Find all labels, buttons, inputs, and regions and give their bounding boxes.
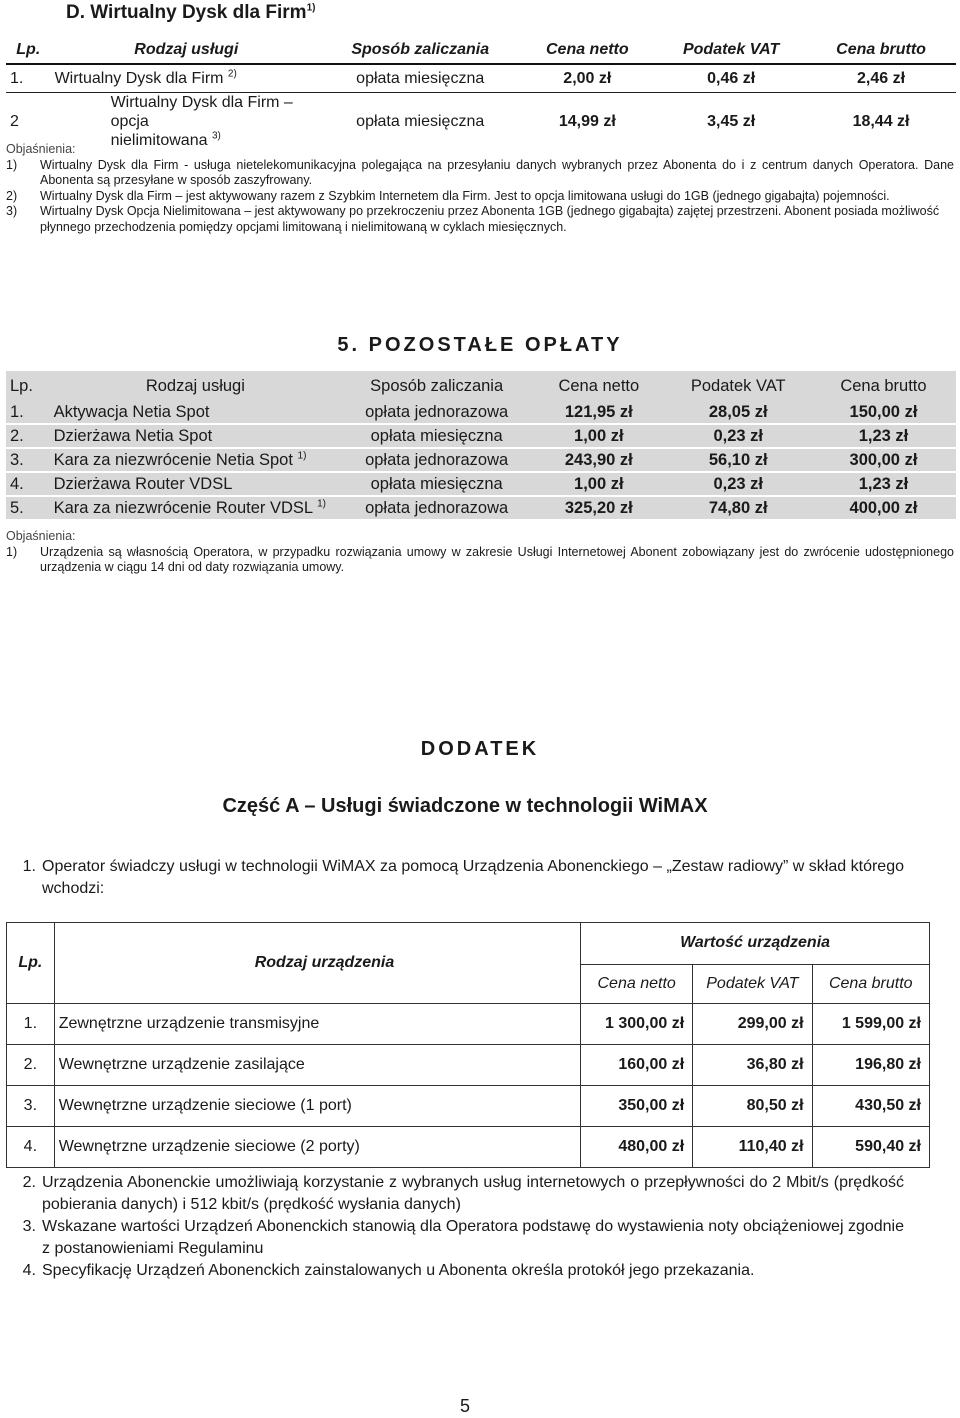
section-d-title: [66, 2, 315, 24]
page-number: 5: [459, 1396, 470, 1416]
cell-device: Wewnętrzne urządzenie zasilające: [54, 1045, 580, 1086]
footnote-ref: 2): [227, 68, 237, 80]
list-item: [8, 1172, 904, 1216]
header-service: Rodzaj usługi: [51, 36, 322, 64]
header-gross: Cena brutto: [812, 964, 929, 1004]
note-text: Urządzenia są własnością Operatora, w przypadku rozwiązania umowy w zakresie Usługi Internetowej Abonent zobowiązany jest do zwrócenie udostępnionego urządzenia w ciągu 14 dni od daty rozwiązania umowy.: [40, 544, 954, 574]
cell-method: opłata jednorazowa: [341, 496, 532, 520]
note-item: [6, 158, 954, 189]
service-name: Kara za niezwrócenie Netia Spot: [53, 450, 293, 469]
table-row: [6, 496, 956, 520]
cell-gross: 430,50 zł: [812, 1086, 929, 1127]
table-header-row: [7, 923, 930, 965]
service-name: Aktywacja Netia Spot: [53, 402, 210, 421]
cell-service: [50, 448, 342, 472]
note-text: Wirtualny Dysk dla Firm - usługa nietelekomunikacyjna polegająca na przesyłaniu danych wybranych przez Abonenta do i z centrum danych Operatora. Dane Abonenta są przesyłane w sposób zaszyfrowany.: [40, 157, 954, 187]
note-item: [6, 204, 954, 235]
cell-net: 243,90 zł: [532, 448, 665, 472]
table-row: [7, 1127, 930, 1168]
cell-method: opłata miesięczna: [322, 93, 518, 151]
cell-lp: 2.: [7, 1045, 55, 1086]
table-row: [6, 401, 956, 424]
header-lp: Lp.: [6, 36, 51, 64]
section-d-title-sup: 1): [306, 2, 316, 14]
cell-gross: 400,00 zł: [811, 496, 956, 520]
note-number: 3): [6, 204, 18, 218]
item-number: 2.: [22, 1174, 36, 1191]
header-net: Cena netto: [518, 36, 656, 64]
header-net: Cena netto: [532, 371, 665, 401]
notes-5: [6, 529, 954, 576]
table-row: [6, 472, 956, 496]
appendix-subtitle: Część A – Usługi świadczone w technologii WiMAX: [222, 795, 708, 817]
cell-gross: 196,80 zł: [812, 1045, 929, 1086]
appendix-item-1: [8, 856, 904, 900]
cell-method: opłata jednorazowa: [341, 401, 532, 424]
item-text: Wskazane wartości Urządzeń Abonenckich stanowią dla Operatora podstawę do wystawienia noty obciążeniowej zgodnie z postanowieniami Regulaminu: [42, 1218, 904, 1257]
cell-lp: 1.: [6, 401, 50, 424]
cell-vat: 0,23 zł: [666, 472, 811, 496]
table-row: [7, 1004, 930, 1045]
item-number: 3.: [22, 1218, 36, 1235]
note-number: 1): [6, 157, 18, 172]
cell-vat: 3,45 zł: [656, 93, 806, 151]
cell-gross: 2,46 zł: [806, 64, 956, 93]
item-text: Operator świadczy usługi w technologii WiMAX za pomocą Urządzenia Abonenckiego – „Zestaw radiowy” w skład którego wchodzi:: [42, 858, 904, 897]
cell-vat: 110,40 zł: [693, 1127, 812, 1168]
cell-device: Wewnętrzne urządzenie sieciowe (1 port): [54, 1086, 580, 1127]
cell-service: [50, 496, 342, 520]
cell-net: 350,00 zł: [581, 1086, 693, 1127]
header-method: Sposób zaliczania: [322, 36, 518, 64]
header-vat: Podatek VAT: [656, 36, 806, 64]
cell-lp: 1.: [7, 1004, 55, 1045]
service-name: Wirtualny Dysk dla Firm: [54, 69, 224, 87]
cell-lp: 4.: [7, 1127, 55, 1168]
cell-lp: 1.: [6, 64, 51, 93]
cell-service: [51, 64, 322, 93]
service-name-line1: Wirtualny Dysk dla Firm – opcja: [110, 94, 293, 130]
table-row: [6, 448, 956, 472]
cell-vat: 0,23 zł: [666, 424, 811, 448]
cell-lp: 2: [6, 93, 51, 151]
cell-net: 325,20 zł: [532, 496, 665, 520]
cell-method: opłata miesięczna: [341, 472, 532, 496]
cell-net: 2,00 zł: [518, 64, 656, 93]
cell-net: 14,99 zł: [518, 93, 656, 151]
cell-service: [50, 472, 342, 496]
header-gross: Cena brutto: [806, 36, 956, 64]
list-item: [8, 1216, 904, 1260]
cell-gross: 590,40 zł: [812, 1127, 929, 1168]
list-item: [8, 1260, 904, 1282]
notes-d: [6, 142, 954, 235]
service-name: Dzierżawa Netia Spot: [53, 426, 213, 445]
section-d-title-text: D. Wirtualny Dysk dla Firm: [66, 2, 307, 23]
cell-gross: 18,44 zł: [806, 93, 956, 151]
table-row: [7, 1045, 930, 1086]
item-number: 1.: [22, 858, 36, 875]
table-row: [6, 64, 956, 93]
item-number: 4.: [22, 1262, 36, 1279]
cell-vat: 74,80 zł: [666, 496, 811, 520]
table-wimax-devices: [6, 922, 930, 1168]
list-item: [8, 856, 904, 900]
cell-vat: 0,46 zł: [656, 64, 806, 93]
header-value: Wartość urządzenia: [581, 923, 930, 965]
table-row: [7, 1086, 930, 1127]
table-other-fees: [6, 371, 956, 521]
cell-lp: 2.: [6, 424, 50, 448]
table-virtual-disk: [6, 36, 956, 150]
header-lp: Lp.: [7, 923, 55, 1004]
item-text: Urządzenia Abonenckie umożliwiają korzystanie z wybranych usług internetowych o przepływności do 2 Mbit/s (prędkość pobierania danych) i 512 kbit/s (prędkość wysłania danych): [42, 1174, 904, 1213]
notes-title: Objaśnienia:: [6, 142, 76, 156]
header-gross: Cena brutto: [811, 371, 956, 401]
cell-gross: 1,23 zł: [811, 424, 956, 448]
cell-gross: 1,23 zł: [811, 472, 956, 496]
cell-device: Zewnętrzne urządzenie transmisyjne: [54, 1004, 580, 1045]
cell-net: 121,95 zł: [532, 401, 665, 424]
cell-method: opłata miesięczna: [322, 64, 518, 93]
cell-net: 480,00 zł: [581, 1127, 693, 1168]
cell-lp: 4.: [6, 472, 50, 496]
header-vat: Podatek VAT: [666, 371, 811, 401]
note-text: Wirtualny Dysk Opcja Nielimitowana – jest aktywowany po przekroczeniu przez Abonenta 1GB (jednego gigabajta) zajętej przestrzeni. Abonent posiada możliwość płynnego przechodzenia pomiędzy opcjami limitowaną i nielimitowaną w cyklach miesięcznych.: [40, 204, 940, 234]
note-number: 2): [6, 188, 18, 203]
cell-vat: 299,00 zł: [693, 1004, 812, 1045]
cell-net: 160,00 zł: [581, 1045, 693, 1086]
header-method: Sposób zaliczania: [341, 371, 532, 401]
cell-lp: 3.: [7, 1086, 55, 1127]
cell-gross: 300,00 zł: [811, 448, 956, 472]
cell-method: opłata miesięczna: [341, 424, 532, 448]
footnote-ref: 3): [211, 130, 221, 142]
header-lp: Lp.: [6, 371, 50, 401]
table-row: [6, 424, 956, 448]
section-5-title: 5. POZOSTAŁE OPŁATY: [337, 334, 623, 356]
cell-vat: 28,05 zł: [666, 401, 811, 424]
cell-device: Wewnętrzne urządzenie sieciowe (2 porty): [54, 1127, 580, 1168]
note-text: Wirtualny Dysk dla Firm – jest aktywowany razem z Szybkim Internetem dla Firm. Jest to opcja limitowana usługi do 1GB (jednego gigabajta) pojemności.: [40, 188, 890, 203]
cell-net: 1,00 zł: [532, 424, 665, 448]
cell-net: 1,00 zł: [532, 472, 665, 496]
cell-gross: 150,00 zł: [811, 401, 956, 424]
cell-method: opłata jednorazowa: [341, 448, 532, 472]
note-number: 1): [6, 544, 18, 559]
cell-service: [50, 401, 342, 424]
cell-gross: 1 599,00 zł: [812, 1004, 929, 1045]
appendix-title: DODATEK: [420, 738, 540, 760]
note-item: [6, 189, 954, 205]
service-name: Dzierżawa Router VDSL: [53, 474, 233, 493]
header-vat: Podatek VAT: [693, 964, 812, 1004]
service-name: Kara za niezwrócenie Router VDSL: [53, 498, 313, 517]
cell-lp: 5.: [6, 496, 50, 520]
cell-lp: 3.: [6, 448, 50, 472]
table-header-row: [6, 36, 956, 64]
cell-vat: 36,80 zł: [693, 1045, 812, 1086]
header-net: Cena netto: [581, 964, 693, 1004]
appendix-items: [8, 1172, 904, 1282]
footnote-ref: 1): [297, 450, 307, 461]
header-service: Rodzaj usługi: [50, 371, 342, 401]
service-name-line2: nielimitowana: [110, 132, 208, 149]
footnote-ref: 1): [317, 498, 326, 509]
item-text: Specyfikację Urządzeń Abonenckich zainstalowanych u Abonenta określa protokół jego przekazania.: [42, 1262, 755, 1279]
notes-title: Objaśnienia:: [6, 529, 76, 543]
table-header-row: [6, 371, 956, 401]
note-item: [6, 545, 954, 576]
header-device: Rodzaj urządzenia: [54, 923, 580, 1004]
cell-service: [50, 424, 342, 448]
cell-vat: 56,10 zł: [666, 448, 811, 472]
cell-net: 1 300,00 zł: [581, 1004, 693, 1045]
cell-vat: 80,50 zł: [693, 1086, 812, 1127]
